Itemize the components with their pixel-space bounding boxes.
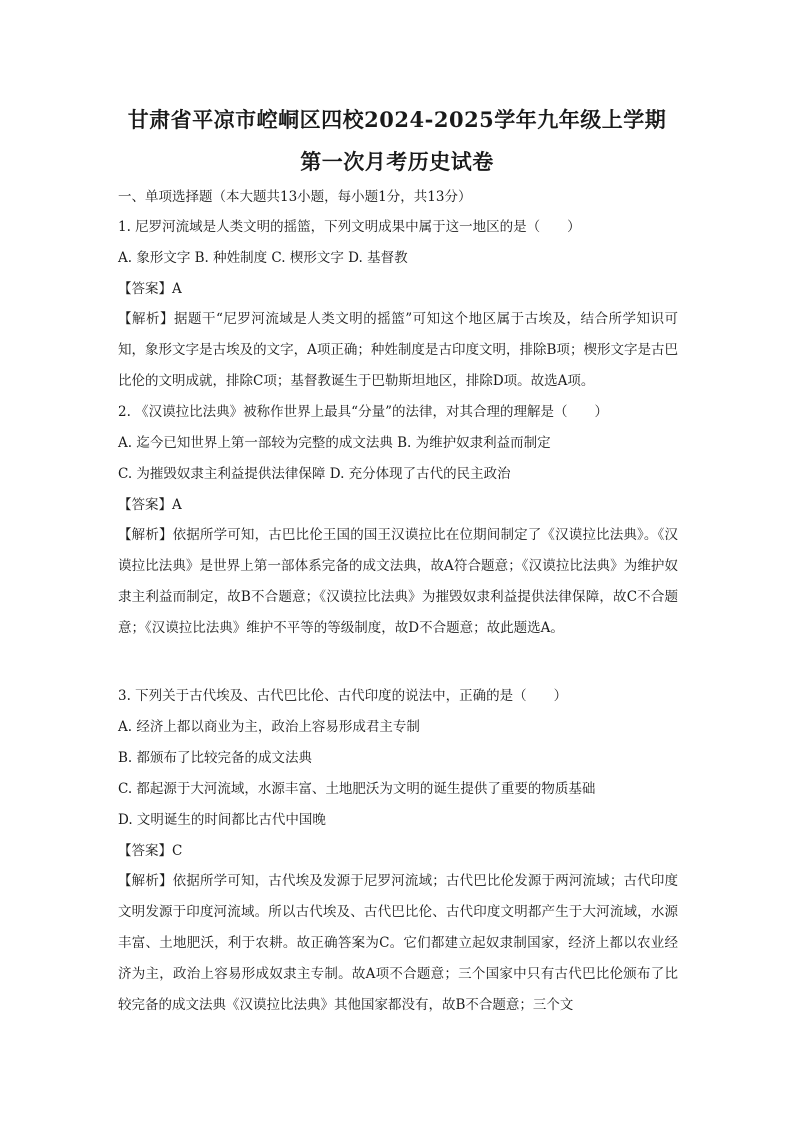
question-stem: 1. 尼罗河流域是人类文明的摇篮，下列文明成果中属于这一地区的是（ ） xyxy=(118,219,581,235)
question-option: D. 文明诞生的时间都比古代中国晚 xyxy=(118,812,326,828)
answer-label: 【答案】A xyxy=(118,497,182,513)
section-heading: 一、单项选择题（本大题共13小题，每小题1分，共13分） xyxy=(118,189,472,205)
question-option: C. 都起源于大河流域，水源丰富、土地肥沃为文明的诞生提供了重要的物质基础 xyxy=(118,781,596,797)
answer-label: 【答案】C xyxy=(118,843,183,859)
question-stem: 2. 《汉谟拉比法典》被称作世界上最具“分量”的法律，对其合理的理解是（ ） xyxy=(118,404,608,420)
analysis-text: 【解析】依据所学可知，古巴比伦王国的国王汉谟拉比在位期间制定了《汉谟拉比法典》。《汉谟拉比法典》是世界上第一部体系完备的成文法典，故A符合题意；《汉谟拉比法典》为维护奴隶主利益而制定，故B不合题意；《汉谟拉比法典》为摧毁奴隶利益提供法律保障，故C不合题意；《汉谟拉比法典》维护不平等的等级制度，故D不合题意；故此题选A。 xyxy=(118,527,678,636)
exam-title-line1: 甘肃省平凉市崆峒区四校2024-2025学年九年级上学期 xyxy=(127,107,667,132)
question-options: A. 象形文字 B. 种姓制度 C. 楔形文字 D. 基督教 xyxy=(118,250,408,266)
answer-label: 【答案】A xyxy=(118,281,182,297)
question-option: C. 为摧毁奴隶主利益提供法律保障 D. 充分体现了古代的民主政治 xyxy=(118,466,511,482)
analysis-text: 【解析】据题干“尼罗河流域是人类文明的摇篮”可知这个地区属于古埃及，结合所学知识可知，象形文字是古埃及的文字，A项正确；种姓制度是古印度文明，排除B项；楔形文字是古巴比伦的文明成就，排除C项；基督教诞生于巴勒斯坦地区，排除D项。故选A项。 xyxy=(118,311,678,389)
question-option: B. 都颁布了比较完备的成文法典 xyxy=(118,750,313,766)
analysis-text: 【解析】依据所学可知，古代埃及发源于尼罗河流域；古代巴比伦发源于两河流域；古代印度文明发源于印度河流域。所以古代埃及、古代巴比伦、古代印度文明都产生于大河流域，水源丰富、土地肥沃，利于农耕。故正确答案为C。它们都建立起奴隶制国家，经济上都以农业经济为主，政治上容易形成奴隶主专制。故A项不合题意；三个国家中只有古代巴比伦颁布了比较完备的成文法典《汉谟拉比法典》其他国家都没有，故B不合题意；三个文 xyxy=(118,873,678,1013)
exam-title-line2: 第一次月考历史试卷 xyxy=(300,149,494,174)
question-option: A. 迄今已知世界上第一部较为完整的成文法典 B. 为维护奴隶利益而制定 xyxy=(118,435,551,451)
question-option: A. 经济上都以商业为主，政治上容易形成君主专制 xyxy=(118,719,420,735)
question-stem: 3. 下列关于古代埃及、古代巴比伦、古代印度的说法中，正确的是（ ） xyxy=(118,688,568,704)
